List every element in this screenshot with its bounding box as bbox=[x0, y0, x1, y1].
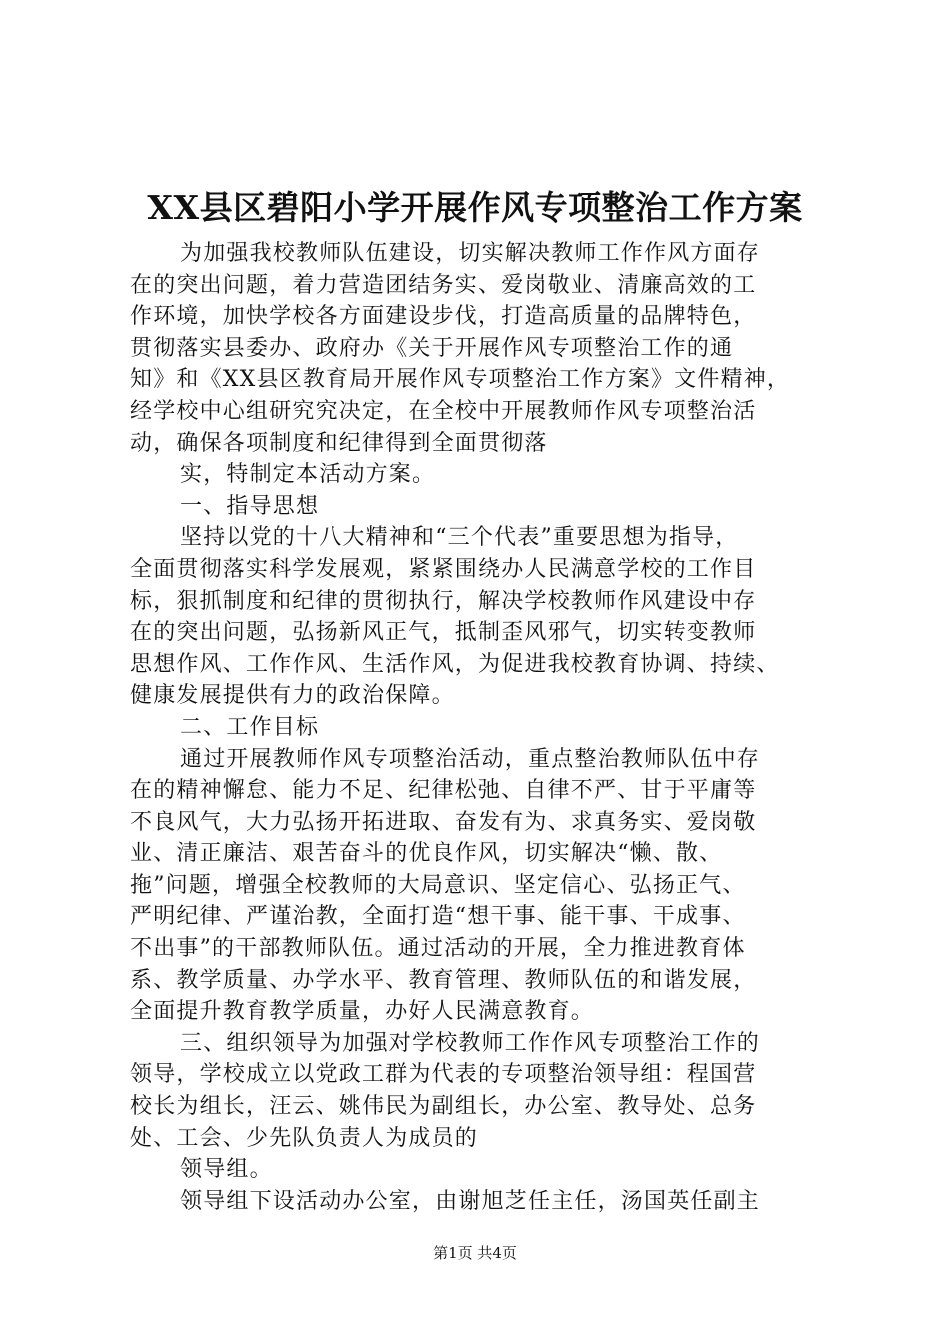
body-line: 全面提升教育教学质量，办好人民满意教育。 bbox=[130, 999, 595, 1025]
body-line: 动，确保各项制度和纪律得到全面贯彻落 bbox=[130, 430, 548, 456]
body-line: 严明纪律、严谨治教，全面打造“想干事、能干事、干成事、 bbox=[130, 904, 746, 930]
body-line: 不出事”的干部教师队伍。通过活动的开展，全力推进教育体 bbox=[130, 936, 746, 962]
body-line: 思想作风、工作作风、生活作风，为促进我校教育协调、持续、 bbox=[130, 651, 780, 677]
body-line: 经学校中心组研究究决定，在全校中开展教师作风专项整治活 bbox=[130, 398, 757, 424]
page-number: 第1页 共4页 bbox=[433, 1244, 517, 1262]
body-line: 在的精神懈怠、能力不足、纪律松弛、自律不严、甘于平庸等 bbox=[130, 778, 757, 804]
body-line: 标，狠抓制度和纪律的贯彻执行，解决学校教师作风建设中存 bbox=[130, 588, 757, 614]
body-line: 知》和《XX县区教育局开展作风专项整治工作方案》文件精神， bbox=[130, 367, 791, 393]
section-heading: 二、工作目标 bbox=[180, 714, 320, 740]
body-line: 领导组下设活动办公室，由谢旭芝任主任，汤国英任副主 bbox=[180, 1188, 761, 1214]
document-body bbox=[130, 238, 830, 1217]
section-heading: 三、组织领导为加强对学校教师工作作风专项整治工作的 bbox=[180, 1030, 761, 1056]
body-line: 拖”问题，增强全校教师的大局意识、坚定信心、弘扬正气、 bbox=[130, 872, 746, 898]
body-line: 处、工会、少先队负责人为成员的 bbox=[130, 1125, 479, 1151]
body-line: 领导组。 bbox=[180, 1157, 273, 1183]
body-line: 在的突出问题，着力营造团结务实、爱岗敬业、清廉高效的工 bbox=[130, 272, 757, 298]
body-line: 不良风气，大力弘扬开拓进取、奋发有为、求真务实、爱岗敬 bbox=[130, 809, 757, 835]
body-line: 作环境，加快学校各方面建设步伐，打造高质量的品牌特色， bbox=[130, 304, 757, 330]
body-line: 通过开展教师作风专项整治活动，重点整治教师队伍中存 bbox=[180, 746, 761, 772]
body-line: 坚持以党的十八大精神和“三个代表”重要思想为指导， bbox=[180, 525, 739, 551]
body-line: 业、清正廉洁、艰苦奋斗的优良作风，切实解决“懒、散、 bbox=[130, 841, 723, 867]
body-line: 在的突出问题，弘扬新风正气，抵制歪风邪气，切实转变教师 bbox=[130, 620, 757, 646]
body-line: 健康发展提供有力的政治保障。 bbox=[130, 683, 455, 709]
section-heading: 一、指导思想 bbox=[180, 493, 320, 519]
document-title: XX县区碧阳小学开展作风专项整治工作方案 bbox=[147, 188, 803, 227]
body-line: 系、教学质量、办学水平、教育管理、教师队伍的和谐发展， bbox=[130, 967, 757, 993]
body-line: 贯彻落实县委办、政府办《关于开展作风专项整治工作的通 bbox=[130, 335, 734, 361]
body-line: 实，特制定本活动方案。 bbox=[180, 462, 436, 488]
body-line: 校长为组长，汪云、姚伟民为副组长，办公室、教导处、总务 bbox=[130, 1094, 757, 1120]
body-line: 为加强我校教师队伍建设，切实解决教师工作作风方面存 bbox=[180, 241, 761, 266]
body-line: 全面贯彻落实科学发展观，紧紧围绕办人民满意学校的工作目 bbox=[130, 556, 757, 582]
body-line: 领导，学校成立以党政工群为代表的专项整治领导组：程国营 bbox=[130, 1062, 757, 1088]
